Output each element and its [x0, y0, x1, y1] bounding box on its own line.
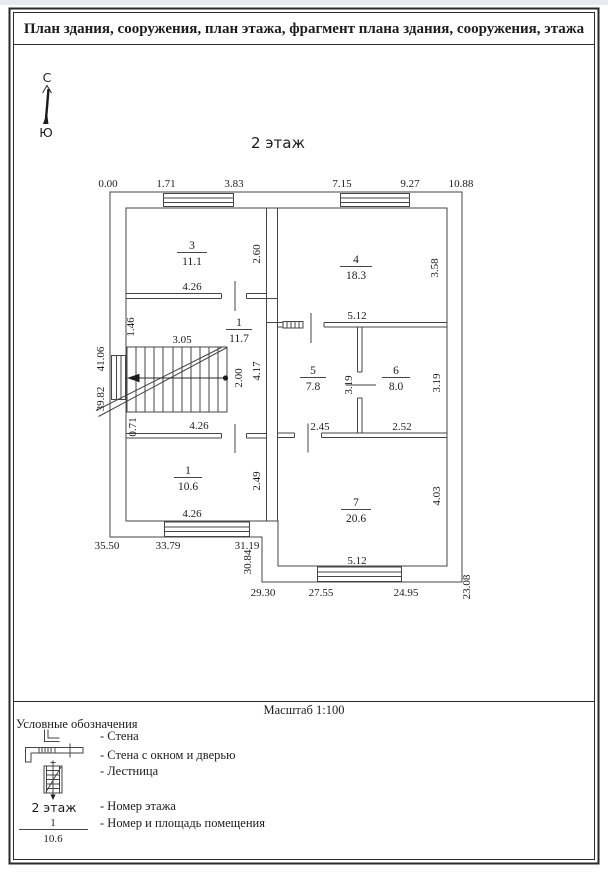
room-7-label: [341, 497, 371, 525]
dim-room5-width: 2.45: [310, 421, 330, 433]
legend-wall-symbol: [45, 730, 60, 742]
legend-room-sample-area: 10.6: [43, 833, 63, 845]
room-5-area: 7.8: [305, 381, 321, 393]
compass-north-label: С: [42, 70, 52, 85]
room-3-number: 3: [189, 240, 195, 252]
dim-top-4: 9.27: [400, 178, 420, 190]
mark-bl-0: 35.50: [94, 540, 120, 552]
mark-step: 30.84: [242, 549, 254, 575]
mark-br-0: 29.30: [250, 587, 276, 599]
floor-title: 2 этаж: [251, 134, 305, 152]
dim-room6-width: 2.52: [392, 421, 412, 433]
room-6-number: 6: [393, 365, 399, 377]
dim-top-2: 3.83: [224, 178, 244, 190]
dim-room4-height: 3.58: [429, 258, 441, 278]
room-4-area: 18.3: [345, 270, 367, 282]
room-7-area: 20.6: [345, 513, 367, 525]
staircase: [96, 347, 228, 417]
legend-room-sample-number: 1: [50, 817, 56, 829]
dim-stair-width: 3.05: [172, 334, 192, 346]
dim-room1-height: 2.49: [251, 471, 263, 491]
dim-stair-run: 2.00: [233, 368, 245, 388]
room-3-area: 11.1: [182, 256, 202, 268]
legend-wall-window-door-label: - Стена с окном и дверью: [100, 748, 236, 762]
room-4-label: [340, 254, 372, 282]
room-5-number: 5: [310, 365, 316, 377]
legend-room-number-label: - Номер и площадь помещения: [100, 816, 265, 830]
dim-room6-height: 3.19: [431, 373, 443, 393]
dim-hall-width: 4.26: [189, 420, 209, 432]
dim-room3-width: 4.26: [182, 281, 202, 293]
dim-room7-height: 4.03: [431, 486, 443, 506]
dim-top-3: 7.15: [332, 178, 352, 190]
mark-left-1: 39.82: [95, 386, 107, 412]
mark-bl-2: 31.19: [234, 540, 260, 552]
perimeter-marks: [95, 346, 473, 599]
room-3-label: [177, 240, 207, 268]
dim-room1-width: 4.26: [182, 508, 202, 520]
stair-arrowhead-icon: [127, 374, 140, 382]
mark-right: 23.08: [461, 574, 473, 600]
dim-room5-height: 3.19: [343, 375, 355, 395]
stair-arrow-origin-dot: [223, 375, 228, 380]
dim-hall-left: 1.46: [125, 317, 137, 337]
dim-top-0: 0.00: [98, 178, 118, 190]
dim-hall-height: 4.17: [251, 361, 263, 381]
legend-floor-number-label: - Номер этажа: [100, 799, 176, 813]
legend-room-number-symbol: [19, 817, 88, 845]
room-1-hall-number: 1: [236, 317, 242, 329]
room-4-number: 4: [353, 254, 359, 266]
mark-br-1: 27.55: [308, 587, 334, 599]
room-7-number: 7: [353, 497, 359, 509]
page-title: План здания, сооружения, план этажа, фрагмент плана здания, сооружения, этажа: [23, 21, 585, 37]
window-edge-strip: [0, 0, 608, 5]
legend-heading: Условные обозначения: [16, 717, 138, 731]
legend-wall-label: - Стена: [100, 729, 139, 743]
compass-arrowhead-icon: [43, 86, 52, 94]
legend-floor-sample: 2 этаж: [31, 800, 77, 815]
room-1-bottom-number: 1: [185, 465, 191, 477]
dim-top-1: 1.71: [156, 178, 176, 190]
mark-bl-1: 33.79: [155, 540, 181, 552]
room-1-hall-label: [226, 317, 252, 345]
dim-top-5: 10.88: [448, 178, 474, 190]
legend-wall-window-door-symbol: [26, 744, 84, 763]
dim-stair-offset: 0.71: [127, 417, 139, 437]
legend-stairs-label: - Лестница: [100, 764, 159, 778]
room-5-label: [300, 365, 326, 393]
top-dimension-row: [98, 178, 474, 190]
dim-room4-width: 5.12: [347, 310, 367, 322]
north-arrow: [39, 70, 53, 140]
mark-left-0: 41.06: [95, 346, 107, 372]
room-1-bottom-area: 10.6: [177, 481, 199, 493]
room-1-hall-area: 11.7: [229, 333, 249, 345]
legend-stairs-symbol: [44, 761, 62, 801]
room-6-label: [382, 365, 410, 393]
dim-room3-height: 2.60: [251, 244, 263, 264]
room-6-area: 8.0: [388, 381, 404, 393]
mark-br-2: 24.95: [393, 587, 419, 599]
compass-south-label: Ю: [39, 125, 53, 140]
room-1-bottom-label: [174, 465, 202, 493]
dim-room7-width: 5.12: [347, 555, 367, 567]
scale-note: Масштаб 1:100: [263, 703, 345, 717]
